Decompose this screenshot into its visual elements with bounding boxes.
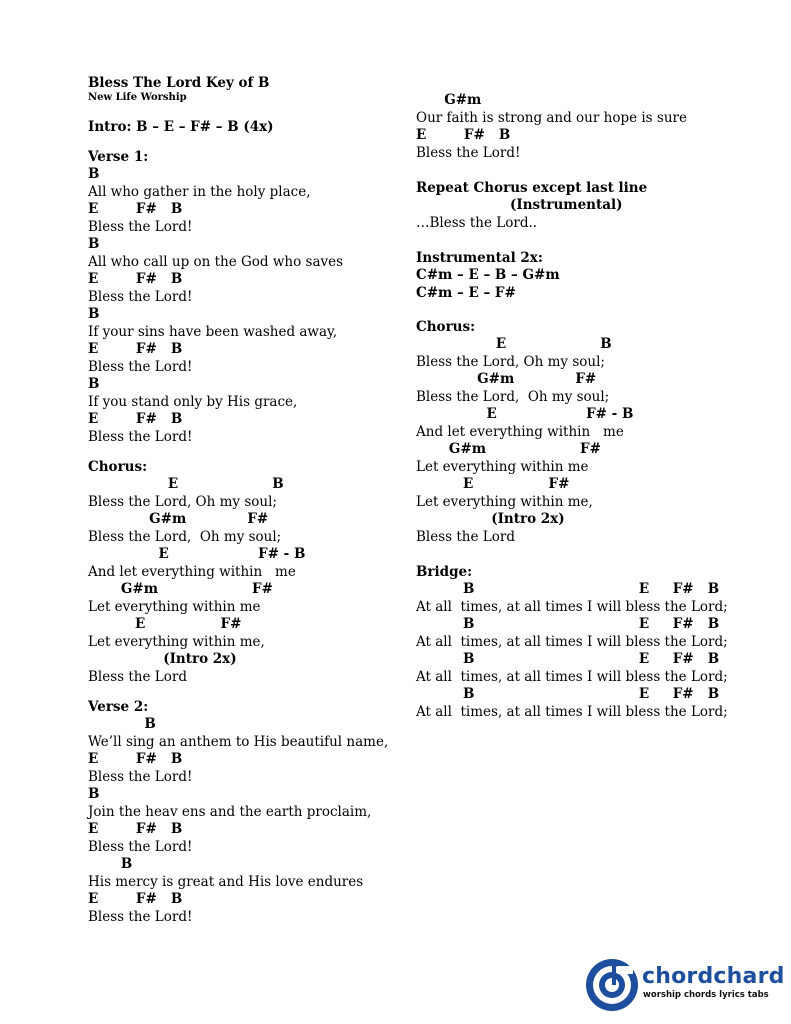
lyric-line: Let everything within me,: [88, 634, 265, 650]
lyric-line: At all times, at all times I will bless the Lord;: [416, 599, 728, 615]
chord-line: E F# - B: [416, 406, 634, 422]
lyric-line: And let everything within me: [416, 424, 624, 440]
chord-line: E B: [416, 336, 612, 352]
chord-line: B E F# B: [416, 581, 720, 597]
lyric-line: Bless the Lord: [416, 529, 515, 545]
chord-line: E F# B: [88, 751, 183, 767]
lyric-line: …Bless the Lord..: [416, 215, 538, 231]
chord-line: B E F# B: [416, 651, 720, 667]
chord-line: B: [88, 306, 100, 322]
lyric-line: Bless the Lord!: [88, 359, 193, 375]
lyric-line: Bless the Lord, Oh my soul;: [88, 494, 277, 510]
lyric-line: If you stand only by His grace,: [88, 394, 298, 410]
chord-line: C#m – E – F#: [416, 285, 516, 301]
logo-mark-icon: [584, 956, 640, 1014]
chord-line: G#m F#: [88, 581, 273, 597]
repeat-chorus-note: Repeat Chorus except last line: [416, 180, 648, 196]
chord-line: E F# B: [88, 891, 183, 907]
chord-line: E F#: [416, 476, 570, 492]
lyric-line: Bless the Lord!: [88, 909, 193, 925]
lyric-line: Join the heav ens and the earth proclaim,: [88, 804, 372, 820]
lyric-line: At all times, at all times I will bless the Lord;: [416, 704, 728, 720]
lyric-line: Our faith is strong and our hope is sure: [416, 110, 687, 126]
chord-line: B: [88, 856, 133, 872]
chord-line: B E F# B: [416, 686, 720, 702]
chord-line: E F# B: [88, 821, 183, 837]
lyric-line: At all times, at all times I will bless the Lord;: [416, 669, 728, 685]
instrumental-note: (Instrumental): [416, 197, 623, 213]
lyric-line: His mercy is great and His love endures: [88, 874, 364, 890]
chord-line: E F# B: [88, 271, 183, 287]
lyric-line: Bless the Lord!: [88, 219, 193, 235]
song-title: Bless The Lord Key of B: [88, 75, 270, 91]
chord-line: B: [88, 166, 100, 182]
lyric-line: Bless the Lord!: [88, 429, 193, 445]
chord-line: B: [88, 376, 100, 392]
chorus-heading: Chorus:: [416, 319, 476, 335]
lyric-line: Bless the Lord!: [88, 289, 193, 305]
lyric-line: Bless the Lord!: [88, 839, 193, 855]
lyric-line: All who gather in the holy place,: [88, 184, 311, 200]
chord-line: G#m: [416, 92, 482, 108]
instrumental-heading: Instrumental 2x:: [416, 250, 543, 266]
chord-line: C#m – E – B – G#m: [416, 267, 560, 283]
lyric-line: Bless the Lord, Oh my soul;: [88, 529, 282, 545]
chord-line: E F# B: [88, 411, 183, 427]
lyric-line: We’ll sing an anthem to His beautiful name,: [88, 734, 389, 750]
chord-line: B E F# B: [416, 616, 720, 632]
lyric-line: At all times, at all times I will bless the Lord;: [416, 634, 728, 650]
logo-name: chordchard: [642, 964, 785, 989]
lyric-line: Bless the Lord!: [88, 769, 193, 785]
chord-line: B: [88, 716, 156, 732]
chord-line: E B: [88, 476, 284, 492]
chord-line: E F# B: [416, 127, 511, 143]
lyric-line: Bless the Lord, Oh my soul;: [416, 389, 610, 405]
lyric-line: And let everything within me: [88, 564, 296, 580]
verse1-heading: Verse 1:: [88, 149, 149, 165]
chordchard-logo[interactable]: [584, 956, 785, 1014]
song-artist: New Life Worship: [88, 92, 187, 103]
verse2-heading: Verse 2:: [88, 699, 149, 715]
logo-tagline: worship chords lyrics tabs: [643, 990, 769, 1000]
lyric-line: Let everything within me: [88, 599, 261, 615]
chord-line: E F# - B: [88, 546, 306, 562]
intro-repeat: (Intro 2x): [88, 651, 237, 667]
lyric-line: Bless the Lord!: [416, 145, 521, 161]
lyric-line: Bless the Lord: [88, 669, 187, 685]
chord-line: B: [88, 786, 100, 802]
chord-line: G#m F#: [416, 371, 597, 387]
chord-line: E F# B: [88, 201, 183, 217]
lyric-line: Let everything within me,: [416, 494, 593, 510]
chord-line: B: [88, 236, 100, 252]
lyric-line: Bless the Lord, Oh my soul;: [416, 354, 605, 370]
lyric-line: All who call up on the God who saves: [88, 254, 344, 270]
lyric-line: If your sins have been washed away,: [88, 324, 338, 340]
chord-line: E F#: [88, 616, 242, 632]
lyric-line: Let everything within me: [416, 459, 589, 475]
chord-line: G#m F#: [88, 511, 269, 527]
bridge-heading: Bridge:: [416, 564, 473, 580]
chord-line: G#m F#: [416, 441, 601, 457]
chord-line: E F# B: [88, 341, 183, 357]
intro-line: Intro: B – E – F# – B (4x): [88, 119, 274, 135]
intro-repeat: (Intro 2x): [416, 511, 565, 527]
chorus-heading: Chorus:: [88, 459, 148, 475]
